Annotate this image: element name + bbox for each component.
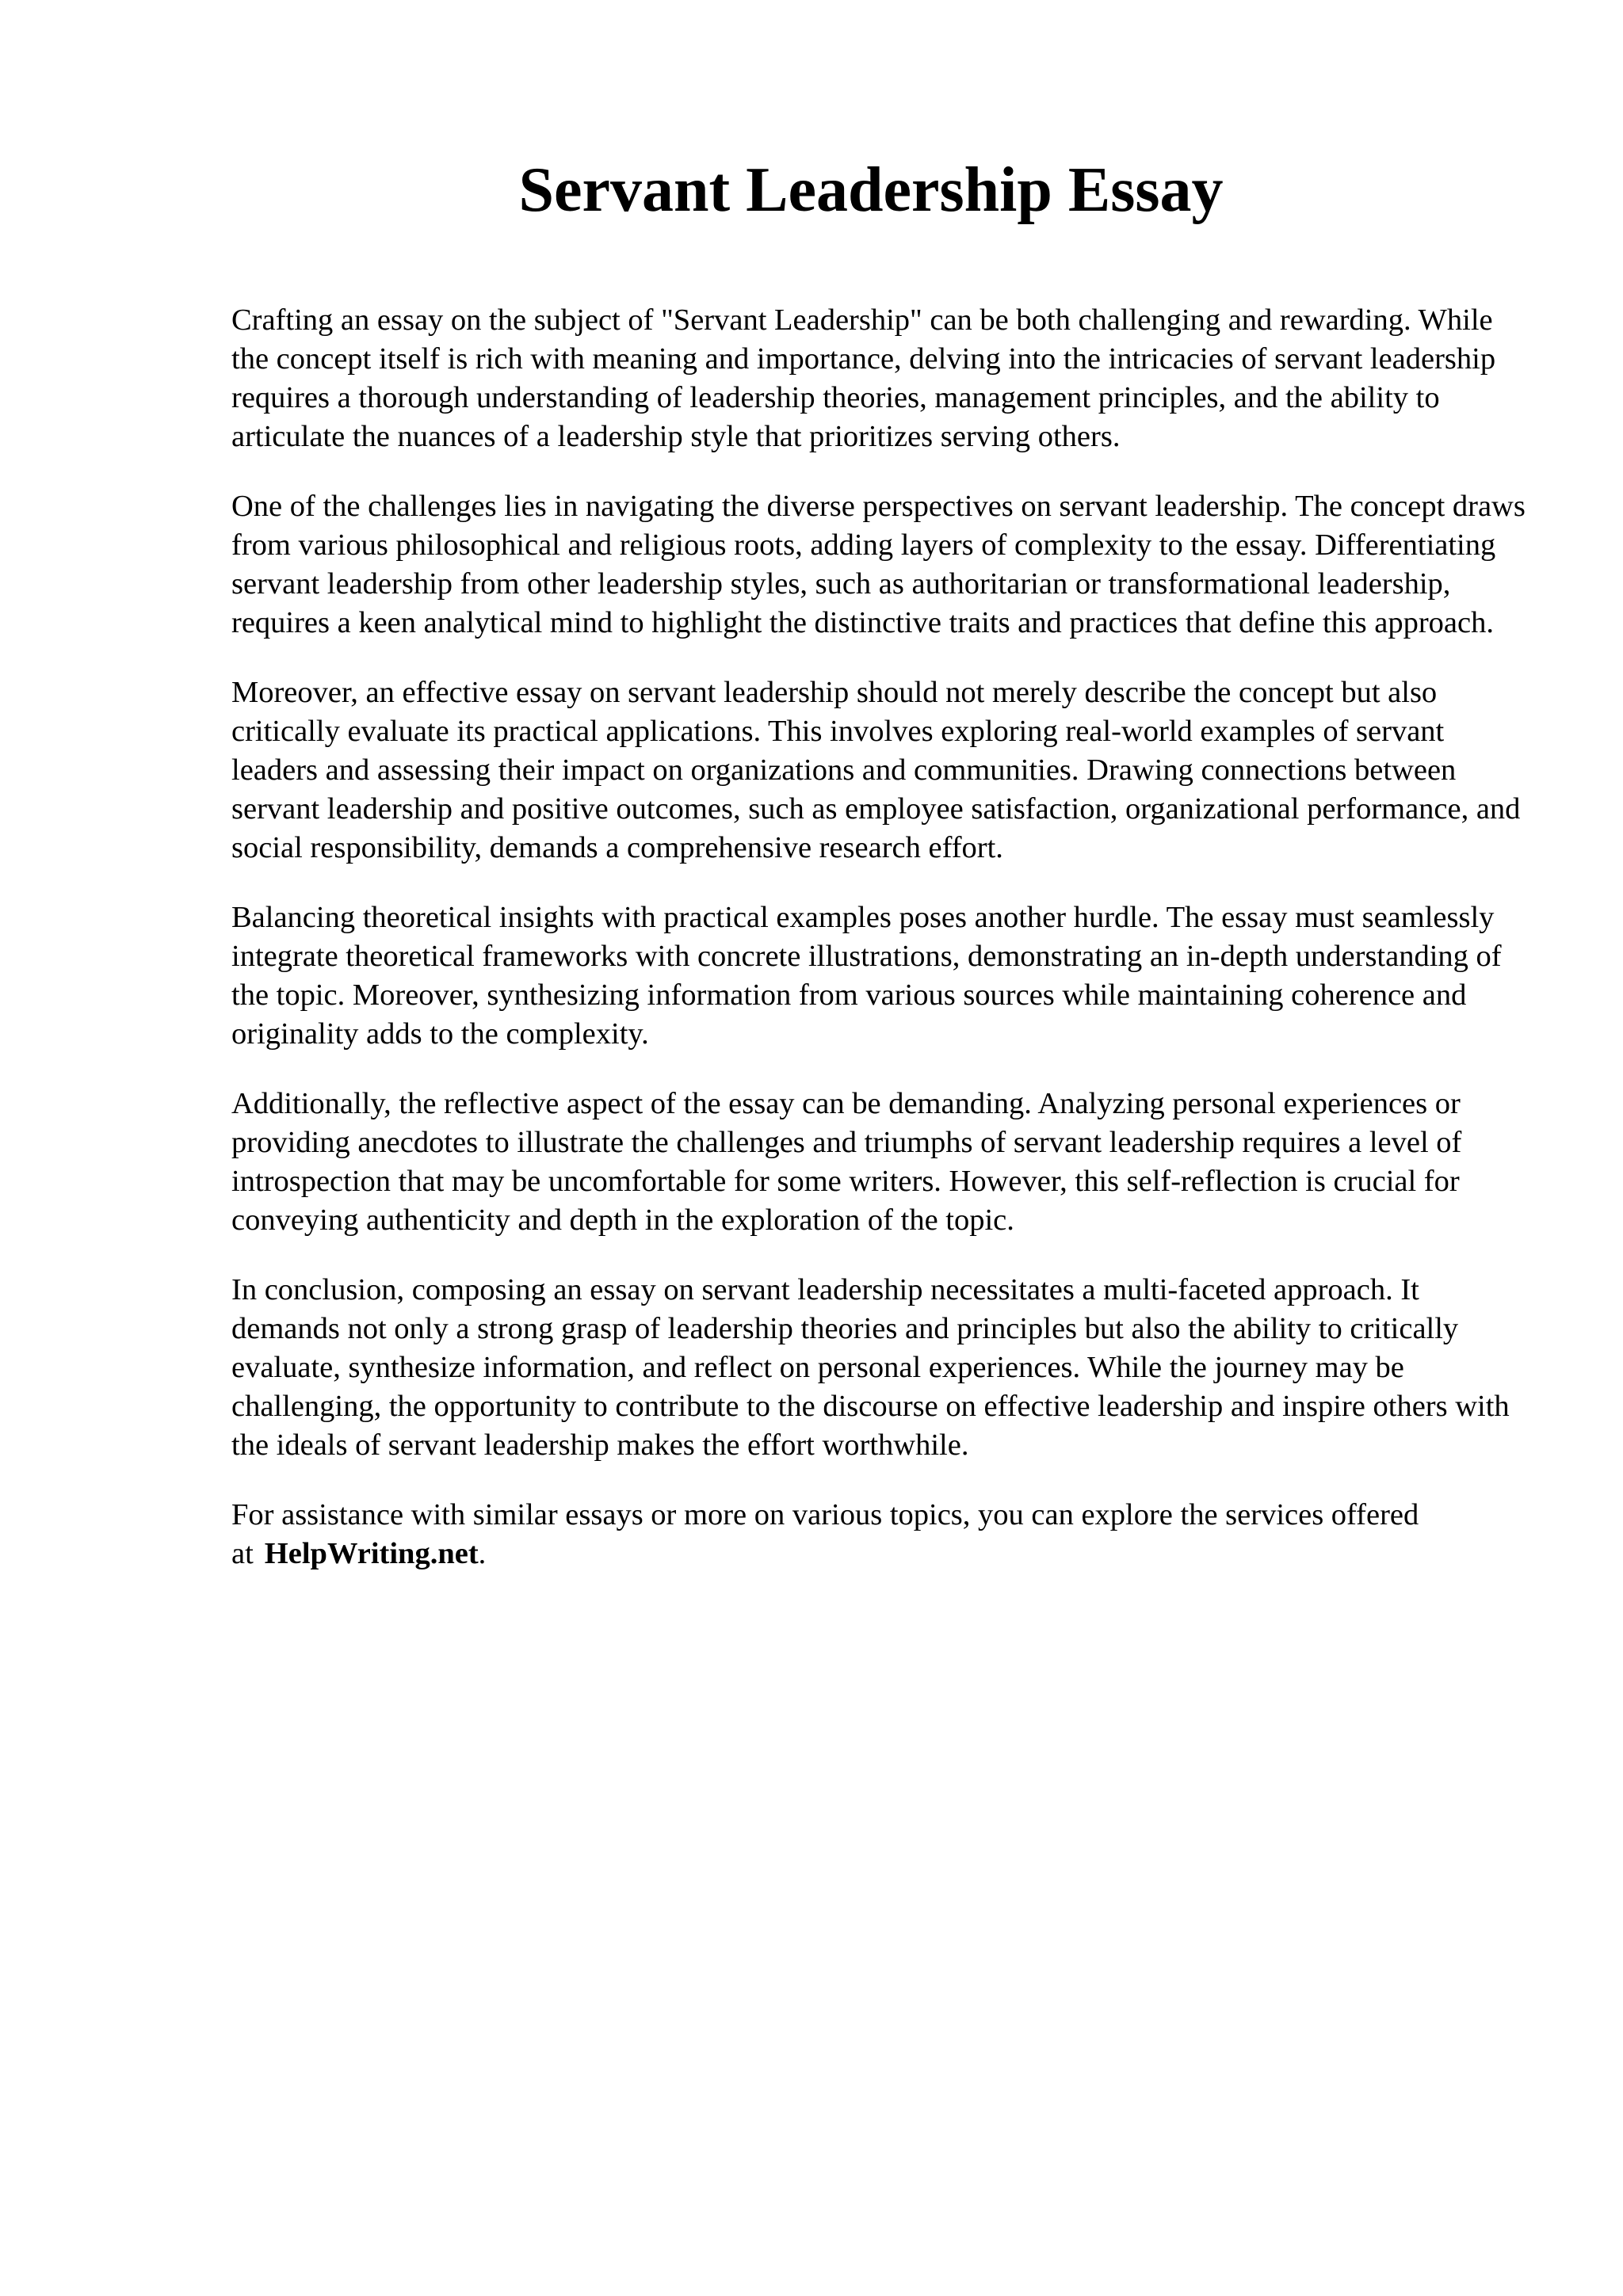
paragraph-5: Additionally, the reflective aspect of the essay can be demanding. Analyzing personal experiences or providing anecdotes to illustrate the challenges and triumphs of servant leadership requires a level of introspection that may be uncomfortable for some writers. However, this self-reflection is crucial for conveying authenticity and depth in the exploration of the topic.	[231, 1087, 1462, 1237]
closing-text: For assistance with similar essays or more on various topics, you can explore the services offered at	[231, 1498, 1419, 1570]
helpwriting-link[interactable]: HelpWriting.net	[264, 1537, 479, 1570]
paragraph-2: One of the challenges lies in navigating the diverse perspectives on servant leadership. The concept draws from various philosophical and religious roots, adding layers of complexity to the essay. Differentiating servant leadership from other leadership styles, such as authoritarian or transformational leadership, requires a keen analytical mind to highlight the distinctive traits and practices that define this approach.	[231, 490, 1526, 639]
closing-paragraph	[231, 1496, 1531, 1573]
page-title: Servant Leadership Essay	[518, 155, 1224, 225]
paragraph-4: Balancing theoretical insights with practical examples poses another hurdle. The essay must seamlessly integrate theoretical frameworks with concrete illustrations, demonstrating an in-depth understanding of the topic. Moreover, synthesizing information from various sources while maintaining coherence and originality adds to the complexity.	[231, 901, 1502, 1051]
paragraph-6: In conclusion, composing an essay on servant leadership necessitates a multi-faceted approach. It demands not only a strong grasp of leadership theories and principles but also the ability to critically evaluate, synthesize information, and reflect on personal experiences. While the journey may be challenging, the opportunity to contribute to the discourse on effective leadership and inspire others with the ideals of servant leadership makes the effort worthwhile.	[231, 1273, 1510, 1462]
paragraph-3: Moreover, an effective essay on servant leadership should not merely describe the concept but also critically evaluate its practical applications. This involves exploring real-world examples of servant leaders and assessing their impact on organizations and communities. Drawing connections between servant leadership and positive outcomes, such as employee satisfaction, organizational performance, and social responsibility, demands a comprehensive research effort.	[231, 676, 1521, 864]
paragraph-1: Crafting an essay on the subject of "Servant Leadership" can be both challenging and rewarding. While the concept itself is rich with meaning and importance, delving into the intricacies of servant leadership requires a thorough understanding of leadership theories, management principles, and the ability to articulate the nuances of a leadership style that prioritizes serving others.	[231, 303, 1496, 453]
closing-period: .	[478, 1537, 487, 1570]
essay-body	[231, 301, 1531, 1604]
